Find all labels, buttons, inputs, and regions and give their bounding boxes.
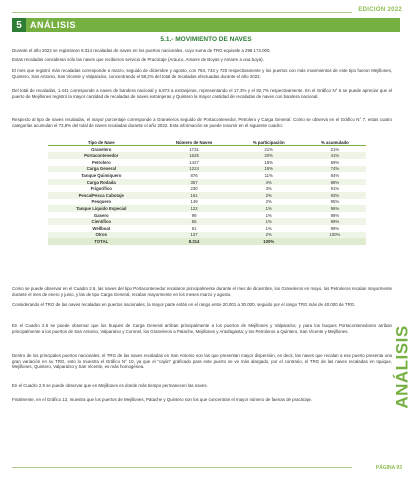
cell-share: 1% xyxy=(265,212,272,218)
cell-count: 137 xyxy=(155,232,234,239)
col-header-count: Número de Naves xyxy=(155,139,234,146)
cell-cumulative: 59% xyxy=(330,159,340,165)
cell-count: 122 xyxy=(155,205,234,212)
cell-share: 20% xyxy=(234,152,304,159)
table-row xyxy=(48,225,366,232)
cell-type: Tanque Líquido Especial xyxy=(48,205,155,212)
cell-share: 1% xyxy=(265,225,272,231)
cell-share: 3% xyxy=(265,186,272,192)
paragraph: Estas recaladas consideran sólo las naves que recibieron servicio de Practicaje (Arauco, Amarre de Boyas y Amarre a una boya). xyxy=(12,57,264,62)
cell-type: Gasero xyxy=(93,212,109,218)
cell-share: 1% xyxy=(234,205,304,212)
cell-type: Wellboat xyxy=(92,225,111,231)
cell-count: 55 xyxy=(155,218,234,225)
header-rule xyxy=(12,12,352,13)
cell-cumulative: 74% xyxy=(304,166,366,173)
cell-total-cumulative xyxy=(304,238,366,245)
cell-count: 1224 xyxy=(155,166,234,173)
cell-share: 1% xyxy=(234,218,304,225)
cell-share: 2% xyxy=(234,232,304,239)
cell-count: 1731 xyxy=(189,146,199,152)
table-row xyxy=(48,192,366,199)
table-row xyxy=(48,185,366,192)
cell-count: 1625 xyxy=(155,152,234,159)
cell-type: Petrolero xyxy=(91,159,111,165)
cell-cumulative: 91% xyxy=(330,186,340,192)
cell-share: 21% xyxy=(264,146,274,152)
table-header-row xyxy=(48,139,366,146)
cell-cumulative: 21% xyxy=(330,146,340,152)
cell-cumulative: 88% xyxy=(304,179,366,186)
cell-type: Carga General xyxy=(48,166,155,173)
col-header-type: Tipo de Nave xyxy=(48,139,155,146)
cell-share: 2% xyxy=(234,192,304,199)
page-number: PÁGINA 93 xyxy=(375,465,402,471)
section-title: ANÁLISIS xyxy=(26,18,400,32)
paragraph: Considerando el TRG de las naves recaladas en puertos nacionales, la mayor parte están en el rango entre 20.001 a 30.000, seguido por el rango TRG más de 40.000 de TRG. xyxy=(12,302,356,307)
cell-cumulative: 100% xyxy=(304,232,366,239)
ship-type-table xyxy=(48,139,366,245)
cell-type: Científico xyxy=(48,218,155,225)
paragraph: En el Cuadro 2.9 se puede observar que en Mejillones es donde más tiempo permanecen las naves. xyxy=(12,383,208,388)
cell-cumulative: 84% xyxy=(330,172,340,178)
table-total-row xyxy=(48,238,366,245)
cell-count: 230 xyxy=(190,186,198,192)
table-row xyxy=(48,218,366,225)
section-header xyxy=(12,18,400,32)
paragraph: Del total de recaladas, 1.441 corresponde a naves de bandera nacional y 6.873 a extranjeras, representando el 17,3% y el 82,7% respectivamente. En el Gráfico N° 6 se puede apreciar que el puerto de Mejillones registró la mayor cantidad de recaladas de naves extranjeras y Quintero la mayor cantidad de recaladas de naves con bandera nacional. xyxy=(12,88,392,99)
table-row xyxy=(48,199,366,206)
cell-type: Frigorífico xyxy=(90,186,112,192)
table-row xyxy=(48,152,366,159)
cell-cumulative: 95% xyxy=(330,199,340,205)
paragraph: Dentro de los principales puertos nacionales, el TRG de las naves recaladas en San Antonio son las que presentan mayor dispersión, es decir, las naves que recalan a ese puerto presenta una gran variación en su TRG, esto lo muestra el Gráfico N° 10, ya que el "cajón" graficado para este puerto se ve más alargado, por el contrario, el TRG de las naves recaladas en Iquique, Mejillones, Quintero, Valparaíso y San Vicente, es más homogénea. xyxy=(12,353,392,370)
table-row xyxy=(48,166,366,173)
cell-share: 2% xyxy=(265,199,272,205)
table-row xyxy=(48,172,366,179)
cell-count: 161 xyxy=(155,192,234,199)
cell-type: Pesquero xyxy=(91,199,112,205)
cell-count: 357 xyxy=(155,179,234,186)
cell-cumulative: 99% xyxy=(304,218,366,225)
side-label-text: ANÁLISIS xyxy=(393,325,412,409)
cell-count: 1427 xyxy=(189,159,199,165)
paragraph: Como se puede observar en el Cuadro 2.6, las naves del tipo Portacontenedor recalaron principalmente durante el mes de diciembre, los Graneleros en mayo, los Petroleros recalan mayormente durante el mes de enero y junio, y las de tipo Carga General, recalan mayormente en los meses marzo y agosto. xyxy=(12,286,392,297)
cell-cumulative: 93% xyxy=(304,192,366,199)
cell-count: 99 xyxy=(191,212,197,218)
cell-cumulative: 41% xyxy=(304,152,366,159)
cell-cumulative: 99% xyxy=(330,225,340,231)
cell-count: 51 xyxy=(191,225,197,231)
footer-rule xyxy=(12,467,352,468)
cell-share: 15% xyxy=(234,166,304,173)
cell-type: Portacontenedor xyxy=(48,152,155,159)
paragraph: En el Cuadro 2.5 se puede observar que los buques de Carga General arriban principalmente a los puertos de Mejillones y Valparaíso; y para los buques Portacontenedores arriban principalmente a los puertos de San Antonio, Valparaíso y Coronel, los Graneleros a Patache, Mejillones y Antofagasta; y los Petroleros a Quintero, San Vicente y Mejillones. xyxy=(12,323,392,334)
cell-count: 149 xyxy=(190,199,198,205)
cell-share: 4% xyxy=(234,179,304,186)
cell-cumulative: 98% xyxy=(330,212,340,218)
cell-type: Pesca/Pesca Cabotaje xyxy=(48,192,155,199)
cell-total-label: TOTAL xyxy=(48,238,155,245)
cell-count: 876 xyxy=(190,172,198,178)
paragraph: Durante el año 2022 se registraron 8.314 recaladas de naves en los puertos nacionales, cuyo suma de TRG equivale a 298.172.000. xyxy=(12,48,271,53)
cell-type: Tanque Quimiquero xyxy=(81,172,122,178)
table-row xyxy=(48,232,366,239)
subsection-title: 5.1.- MOVIMIENTO DE NAVES xyxy=(160,36,252,43)
cell-total-share: 100% xyxy=(234,238,304,245)
paragraph: Finalmente, en el Gráfico 12, muestra que los puertos de Mejillones, Patache y Quintero son los que concentran el mayor número de faenas de practicaje. xyxy=(12,397,313,402)
cell-total-count: 8.314 xyxy=(155,238,234,245)
col-header-cumulative: % acumulado xyxy=(304,139,366,146)
cell-share: 11% xyxy=(264,172,273,178)
cell-type: Carga Rodada xyxy=(48,179,155,186)
section-number: 5 xyxy=(12,18,26,32)
edition-label: EDICIÓN 2022 xyxy=(358,7,402,13)
cell-type: Granelero xyxy=(91,146,112,152)
table-row xyxy=(48,179,366,186)
table-row xyxy=(48,146,366,153)
table-row xyxy=(48,159,366,166)
table-row xyxy=(48,205,366,212)
side-section-label xyxy=(394,327,412,407)
col-header-share: % participación xyxy=(234,139,304,146)
table-row xyxy=(48,212,366,219)
paragraph: El mes que registró más recaladas corresponde a marzo, seguido de diciembre y agosto, con 763, 743 y 720 respectivamente y los puertos con más movimientos de este tipo fueron Mejillones, Quintero, San Antonio, San Vicente y Valparaíso, concentrando el 58,2% del total de recaladas efectuadas durante el año 2022. xyxy=(12,68,392,79)
cell-share: 18% xyxy=(264,159,274,165)
cell-type: Otros xyxy=(48,232,155,239)
paragraph: Respecto al tipo de naves recaladas, el mayor porcentaje corresponde a Graneleros seguido de Portacontenedor, Petrolero y Carga General. Como se observa en el Gráfico N° 7, estas cuatro categorías acumulan el 73,8% del total de naves recaladas durante el año 2022. Esta información se puede resumir en el siguiente cuadro: xyxy=(12,117,392,128)
cell-cumulative: 96% xyxy=(304,205,366,212)
